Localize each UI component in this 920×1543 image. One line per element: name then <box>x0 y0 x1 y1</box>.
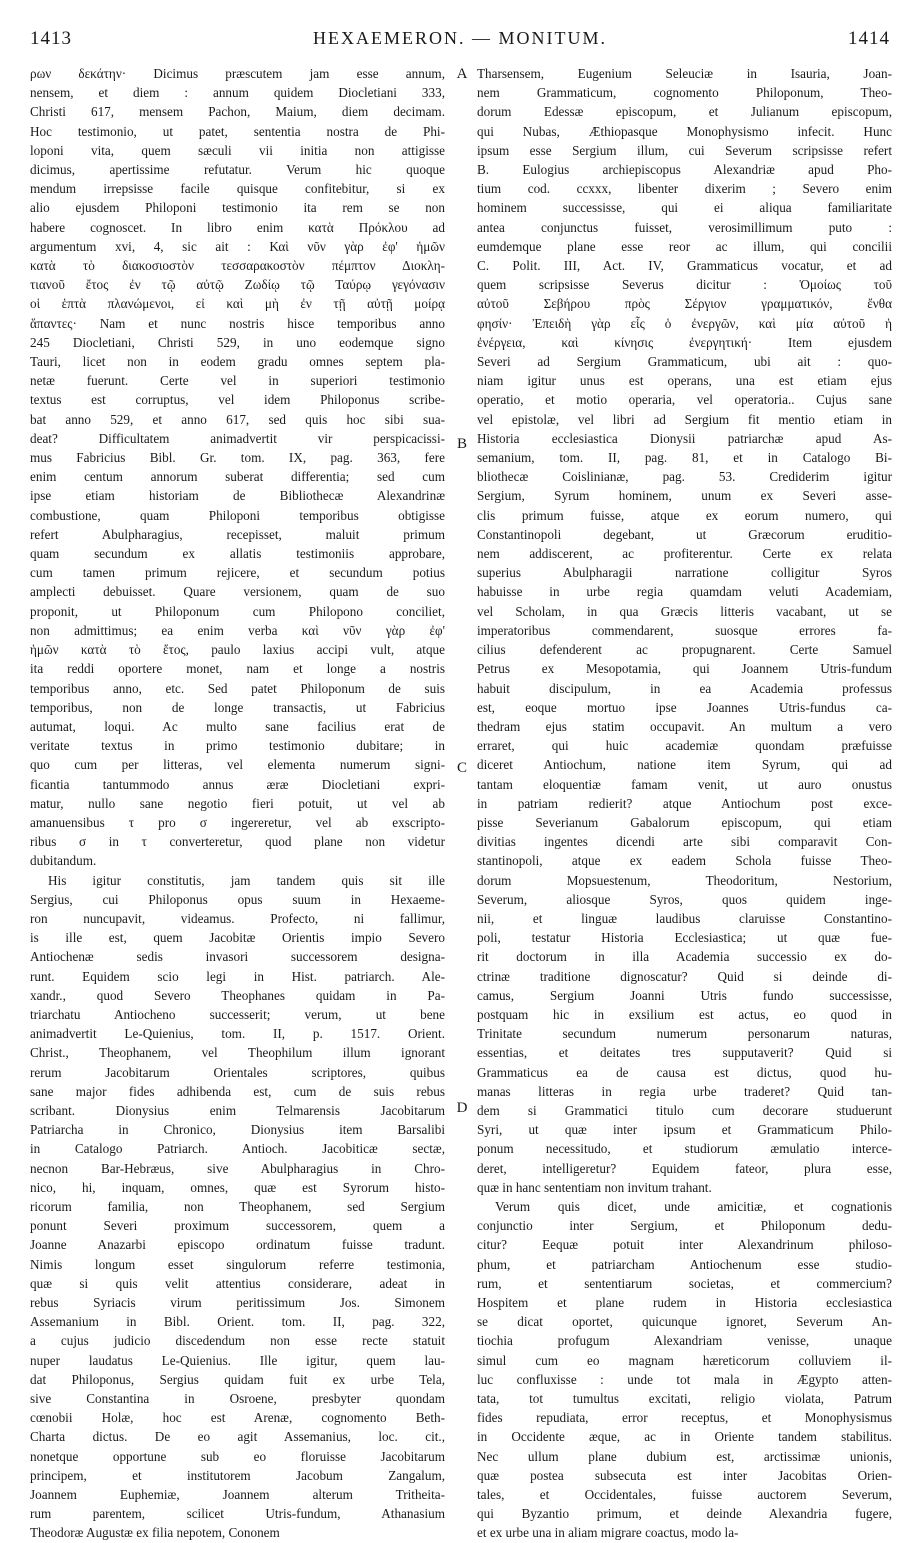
text-line: deret, intelligeretur? Equidem fateor, plura esse, <box>477 1160 892 1176</box>
text-line: sive Constantina in Osroene, presbyter quondam <box>30 1391 445 1407</box>
text-line: runt. Equidem scio legi in Hist. patriarch. Ale- <box>30 968 445 984</box>
text-line: postquam hic in exsilium est actus, eo quod in <box>477 1006 892 1022</box>
text-line: ipsum esse Sergium illum, cui Severum scripsisse refert <box>477 142 892 158</box>
text-line: bliothecæ Coislinianæ, pag. 53. Crediderim igitur <box>477 469 892 485</box>
text-line: τιανοῦ ἔτος ἐν τῷ αὐτῷ Ζωδίῳ τῷ Ταύρῳ γεγόνασιν <box>30 277 445 293</box>
text-line: camus, Sergium Joanni Utris fundo successisse, <box>477 987 892 1003</box>
text-line: refert Abulpharagius, recepisset, maluit primum <box>30 526 445 542</box>
text-line: Nec ullum plane dubium est, arctissimæ unionis, <box>477 1448 892 1464</box>
text-line: nem addiscerent, ac profiterentur. Certe ex relata <box>477 546 892 562</box>
text-line: simul cum eo magnam hæreticorum colluviem il- <box>477 1352 892 1368</box>
text-line: stantinopoli, atque ex eadem Schola fuisse Theo- <box>477 853 892 869</box>
text-line: His igitur constitutis, jam tandem quis sit ille <box>48 872 445 888</box>
text-line: imperatoribus commendarent, suosque errores fa- <box>477 622 892 638</box>
text-line: textus est corruptus, vel idem Philoponus scribe- <box>30 392 445 408</box>
text-line: veritate textus in primo testimonio dubitare; in <box>30 738 445 754</box>
text-line: antea conjunctus fuisset, verosimillimum puto : <box>477 219 892 235</box>
text-line: xandr., quod Severo Theophanes quidam in Pa- <box>30 987 445 1003</box>
text-line: deat? Difficultatem animadvertit vir perspicacissi- <box>30 430 445 446</box>
text-line: Assemanium in Bibl. Orient. tom. II, pag. 322, <box>30 1314 445 1330</box>
text-line: temporibus, non de longe transactis, ut Fabricius <box>30 699 445 715</box>
text-line: vel epistolæ, vel libri ad Sergium fit mentio etiam in <box>477 411 892 427</box>
text-line: thedram ejus statim occupavit. An multum a vero <box>477 718 892 734</box>
running-head <box>30 28 890 54</box>
text-line: rebus Syriacis virum peritissimum Jos. Simonem <box>30 1295 445 1310</box>
text-line: vel Scholam, in qua Græcis litteris vacabant, ut se <box>477 603 892 619</box>
text-line: qui Nubas, Æthiopasque Monophysismo infecit. Hunc <box>477 123 892 139</box>
column-number-left: 1413 <box>30 28 72 49</box>
text-line: ita reddi oportere monet, nam et longe a nostris <box>30 661 445 677</box>
text-line: in Occidente æque, ac in Oriente tandem stabilitus. <box>477 1429 892 1445</box>
text-line: habuit discipulum, in ea Academia professus <box>477 680 892 696</box>
text-line: qui Byzantio primum, et deinde Alexandria fugere, <box>477 1506 892 1522</box>
text-line: ribus σ in τ converteretur, quod plane non videtur <box>30 834 445 850</box>
text-line: clis primum fuisse, atque ex eorum numero, qui <box>477 507 892 523</box>
text-line: cum tamen primum rejicere, et secundum potius <box>30 565 445 581</box>
text-line: essentias, et deitates tres supputaverit? Quid si <box>477 1045 892 1061</box>
text-line: scribant. Dionysius enim Telmarensis Jacobitarum <box>30 1102 445 1118</box>
text-line: κατὰ τὸ διακοσιοστὸν τεσσαρακοστὸν πέμπτον Διοκλη- <box>30 258 445 274</box>
text-line: sane major fides adhibenda est, cum de suis rebus <box>30 1083 445 1099</box>
text-line: rit doctorum in illa Academia successio ex do- <box>477 949 892 965</box>
text-line: ipse etiam historiam de Bibliothecæ Alexandrinæ <box>30 488 445 504</box>
text-line: se dicat oportet, quicunque ignoret, Severum An- <box>477 1314 892 1330</box>
text-line: Trinitate secundum numerum personarum naturas, <box>477 1026 892 1042</box>
text-line: tiochia profugum Alexandriam venisse, unaque <box>477 1333 892 1349</box>
text-line: amanuensibus τ pro σ ingereretur, vel ab exscripto- <box>30 814 445 830</box>
margin-marker-b: B <box>456 436 467 452</box>
running-title: HEXAEMERON. — MONITUM. <box>313 28 607 48</box>
text-line: Antiochenæ sedis invasori successorem designa- <box>30 949 445 965</box>
text-line: argumentum xvi, 4, sic ait : Καὶ νῦν γὰρ ἐφ' ἡμῶν <box>30 238 445 254</box>
text-line: combustione, quam Philoponi temporibus obtigisse <box>30 507 445 523</box>
text-line: Historia ecclesiastica Dionysii patriarchæ apud As- <box>477 430 892 446</box>
text-line: ρων δεκάτην· Dicimus præscutem jam esse annum, <box>30 66 445 81</box>
text-line: quæ in hanc sententiam non invitum trahant. <box>477 1179 712 1195</box>
text-line: alio ejusdem Philoponi testimonio ita rem se non <box>30 200 445 216</box>
text-line: ficantia tantummodo annus æræ Diocletiani expri- <box>30 776 445 792</box>
text-line: habuisse in urbe regia quamdam veluti Academiam, <box>477 584 892 600</box>
text-line: nem Grammaticum, cognomento Philoponum, Theo- <box>477 85 892 101</box>
text-line: luc confluxisse : unde tot mala in Ægypto atten- <box>477 1371 892 1387</box>
text-line: ron nuncupavit, videamus. Profecto, ni fallimur, <box>30 910 445 926</box>
text-line: Verum quis dicet, unde amicitiæ, et cognationis <box>495 1198 892 1214</box>
text-line: Sergius, cui Philoponus opus suum in Hexaeme- <box>30 891 445 907</box>
text-line: quæ postea subsecuta est inter Jacobitas Orien- <box>477 1467 892 1483</box>
text-line: ἅπαντες· Nam et nunc nostris hisce temporibus anno <box>30 315 445 331</box>
text-line: diceret Antiochum, natione item Syrum, qui ad <box>477 757 892 773</box>
text-line: non admittimus; ea enim verba καὶ νῦν γὰρ ἐφ' <box>30 622 445 638</box>
text-line: quæ si quis velit attentius considerare, adeat in <box>30 1275 445 1291</box>
text-line: ctrinæ traditione dignoscatur? Quid si deinde di- <box>477 968 892 984</box>
text-line: Grammaticus ea de causa est dictus, quod hu- <box>477 1064 892 1080</box>
text-line: dorum Edessæ episcopum, et Julianum episcopum, <box>477 104 892 120</box>
text-line: netæ fuerunt. Certe vel in superiori testimonio <box>30 373 445 389</box>
text-line: rum parentem, scilicet Utris-fundum, Athanasium <box>30 1506 445 1522</box>
text-line: nii, et linguæ laudibus claruisse Constantino- <box>477 910 892 926</box>
text-line: triarchatu Antiocheno successerit; verum, ut bene <box>30 1006 445 1022</box>
text-line: citur? Eequæ potuit inter Alexandrinum philoso- <box>477 1237 892 1253</box>
text-line: autumat, loqui. Ac multo sane facilius erat de <box>30 718 445 734</box>
text-line: ἡμῶν κατὰ τὸ ἔτος, paulo laxius accipi vult, atque <box>30 642 445 658</box>
text-line: quem scripsisse Severus dicitur : Ὁμοίως τοῦ <box>477 277 892 293</box>
text-line: quam secundum ex allatis testimoniis approbare, <box>30 546 445 562</box>
text-line: tantam eloquentiæ famam venit, ut auro onustus <box>477 776 892 792</box>
text-line: loponi vita, quem sæculi vii initia non attigisse <box>30 142 445 158</box>
text-line: mendum irrepsisse facile quisque confitebitur, si ex <box>30 181 445 197</box>
text-line: ἐνέργεια, καὶ κίνησις ἐνεργητική· Item ejusdem <box>477 334 892 350</box>
text-line: Christi 617, mensem Pachon, Maium, diem decimam. <box>30 104 445 120</box>
text-line: is ille est, quem Jacobitæ Orientis impio Severo <box>30 930 445 946</box>
text-line: αὐτοῦ Σεβήρου πρὸς Σέργιον γραμματικόν, ἔνθα <box>477 296 892 312</box>
text-line: erraret, qui huic academiæ quondam præfuisse <box>477 738 892 754</box>
text-line: conjunctio inter Sergium, et Philoponum dedu- <box>477 1218 892 1234</box>
text-line: eumdemque plane esse reor ac illum, qui concilii <box>477 238 892 254</box>
text-line: Severum, aliosque Syros, quos quidem inge- <box>477 891 892 907</box>
text-line: Christ., Theophanem, vel Theophilum illum ignorant <box>30 1045 445 1061</box>
margin-marker-c: C <box>456 760 467 776</box>
text-line: Constantinopoli degebant, ut Græcorum eruditio- <box>477 526 892 542</box>
text-line: enim centum annorum suberat differentia; sed cum <box>30 469 445 485</box>
text-line: habere cognoscet. In libro enim κατὰ Πρόκλου ad <box>30 219 445 235</box>
text-line: semanium, tom. II, pag. 81, et in Catalogo Bi- <box>477 450 892 466</box>
text-line: divitias ingentes dicendi arte sibi comparavit Con- <box>477 834 892 850</box>
text-line: dorum Mopsuestenum, Theodoritum, Nestorium, <box>477 872 892 888</box>
text-line: ricorum familia, non Theophanem, sed Sergium <box>30 1198 445 1214</box>
text-line: a cujus judicio discedendum non esse recte statuit <box>30 1333 445 1349</box>
text-line: Syri, ut quæ inter ipsum et Grammaticum Philo- <box>477 1122 892 1138</box>
left-column-text <box>30 64 445 1543</box>
text-line: poli, testatur Historia Ecclesiastica; ut quæ fue- <box>477 930 892 946</box>
text-line: est, eoque mortuo ipse Joannes Utris-fundus ca- <box>477 699 892 715</box>
text-line: amplecti debuisset. Quare versionem, quam de suo <box>30 584 445 600</box>
text-line: dat Philoponus, Sergius quidam fuit ex urbe Tela, <box>30 1371 445 1387</box>
text-line: bat anno 529, et anno 617, sed quis hoc sibi sua- <box>30 411 445 427</box>
text-line: quo cum per litteras, vel elementa numerum signi- <box>30 757 445 773</box>
right-column-text <box>477 64 892 1543</box>
margin-marker-d: D <box>456 1100 468 1116</box>
text-line: Nimis longum esset singulorum referre testimonia, <box>30 1256 445 1272</box>
text-line: Severi ad Sergium Grammaticum, ubi ait : quo- <box>477 354 892 370</box>
text-line: dubitandum. <box>30 853 97 869</box>
text-line: Sergium, Syrum hominem, unum ex Severi asse- <box>477 488 892 504</box>
text-line: fides repudiata, error receptus, et Monophysismus <box>477 1410 892 1426</box>
text-line: hominem successisse, qui ei aliqua familiaritate <box>477 200 892 216</box>
text-line: matur, nullo sane negotio fieri potuit, ut vel ab <box>30 795 445 811</box>
text-line: οἱ ἑπτὰ πλανώμενοι, εἰ καὶ μὴ ἐν τῇ αὐτῇ μοίρᾳ <box>30 296 445 312</box>
text-line: dem si Grammatici titulo cum decorare studuerunt <box>477 1102 892 1118</box>
text-line: tales, et Occidentales, fuisse auctorem Severum, <box>477 1487 892 1503</box>
text-line: nico, hi, inquam, omnes, quæ est Syrorum histo- <box>30 1179 445 1195</box>
text-line: Tharsensem, Eugenium Seleuciæ in Isauria, Joan- <box>477 66 892 81</box>
text-line: rerum Jacobitarum Orientales scriptores, quibus <box>30 1064 445 1080</box>
text-line: Petrus ex Mesopotamia, qui Joannem Utris-fundum <box>477 661 892 677</box>
text-line: principem, et institutorem Jacobum Zangalum, <box>30 1467 445 1483</box>
text-line: ponum necessitudo, et studiorum æmulatio interce- <box>477 1141 892 1157</box>
text-line: animadvertit Le-Quienius, tom. II, p. 1517. Orient. <box>30 1026 445 1042</box>
text-line: Tauri, licet non in eodem gradu omnes septem pla- <box>30 354 445 370</box>
text-line: proponit, ut Philoponum cum Philopono conciliet, <box>30 603 445 619</box>
text-line: nonetque opportune sub eo floruisse Jacobitarum <box>30 1448 445 1464</box>
text-line: cilius defenderent ac propugnarent. Certe Samuel <box>477 642 892 658</box>
text-line: Hoc testimonio, ut patet, sententia nostra de Phi- <box>30 123 445 139</box>
text-line: pisse Severianum Gabalorum episcopum, qui etiam <box>477 814 892 830</box>
text-line: nuper laudatus Le-Quienius. Ille igitur, quem lau- <box>30 1352 445 1368</box>
text-line: B. Eulogius archiepiscopus Alexandriæ apud Pho- <box>477 162 892 178</box>
text-line: nensem, et diem : annum quidem Diocletiani 333, <box>30 85 445 101</box>
text-line: Hospitem et plane rudem in Historia ecclesiastica <box>477 1295 892 1310</box>
text-line: operatio, et motio operaria, vel operatoria.. Cujus sane <box>477 392 892 408</box>
text-line: Joanne Anazarbi episcopo ordinatum fuisse tradunt. <box>30 1237 445 1253</box>
text-line: cœnobii Holæ, hoc est Arenæ, cognomento Beth- <box>30 1410 445 1426</box>
text-line: ponunt Severi proximum successorem, quem a <box>30 1218 445 1234</box>
text-line: necnon Bar-Hebræus, sive Abulpharagius in Chro- <box>30 1160 445 1176</box>
text-line: phum, et patriarcham Antiochenum esse studio- <box>477 1256 892 1272</box>
text-line: niam igitur unus est operans, una est etiam ejus <box>477 373 892 389</box>
text-line: φησίν· Ἐπειδὴ γὰρ εἷς ὁ ἐνεργῶν, καὶ μία αὐτοῦ ἡ <box>477 315 892 331</box>
text-line: Charta dictus. De eo agit Assemanius, loc. cit., <box>30 1429 445 1445</box>
text-line: Patriarcha in Chronico, Dionysius item Barsalibi <box>30 1122 445 1138</box>
text-line: tata, tot tumultus excitati, religio violata, Patrum <box>477 1391 892 1407</box>
margin-marker-a: A <box>456 66 468 82</box>
text-line: C. Polit. III, Act. IV, Grammaticus vocatur, et ad <box>477 258 892 274</box>
text-line: rum, et sententiarum societas, et commercium? <box>477 1275 892 1291</box>
text-line: in patriam redierit? atque Antiochum post exce- <box>477 795 892 811</box>
text-line: dicimus, apertissime refutatur. Verum hic quoque <box>30 162 445 178</box>
text-line: temporibus anno, etc. Sed patet Philoponum de suis <box>30 680 445 696</box>
text-line: Theodoræ Augustæ ex filia nepotem, Cononem <box>30 1525 280 1541</box>
column-number-right: 1414 <box>848 28 890 49</box>
text-line: et ex urbe una in aliam migrare coactus, modo la- <box>477 1525 739 1541</box>
text-line: tium cod. ccxxx, libenter dixerim ; Severo enim <box>477 181 892 197</box>
text-line: Joannem Euphemiæ, Joannem alterum Tritheita- <box>30 1487 445 1503</box>
text-line: 245 Diocletiani, Christi 529, in uno eodemque signo <box>30 334 445 350</box>
text-line: mus Fabricius Bibl. Gr. tom. IX, pag. 363, fere <box>30 450 445 466</box>
text-line: manas litteras in regia urbe traderet? Quid tan- <box>477 1083 892 1099</box>
text-line: in Catalogo Patriarch. Antioch. Jacobiticæ sectæ, <box>30 1141 445 1157</box>
text-line: superius Abulpharagii narratione colligitur Syros <box>477 565 892 581</box>
